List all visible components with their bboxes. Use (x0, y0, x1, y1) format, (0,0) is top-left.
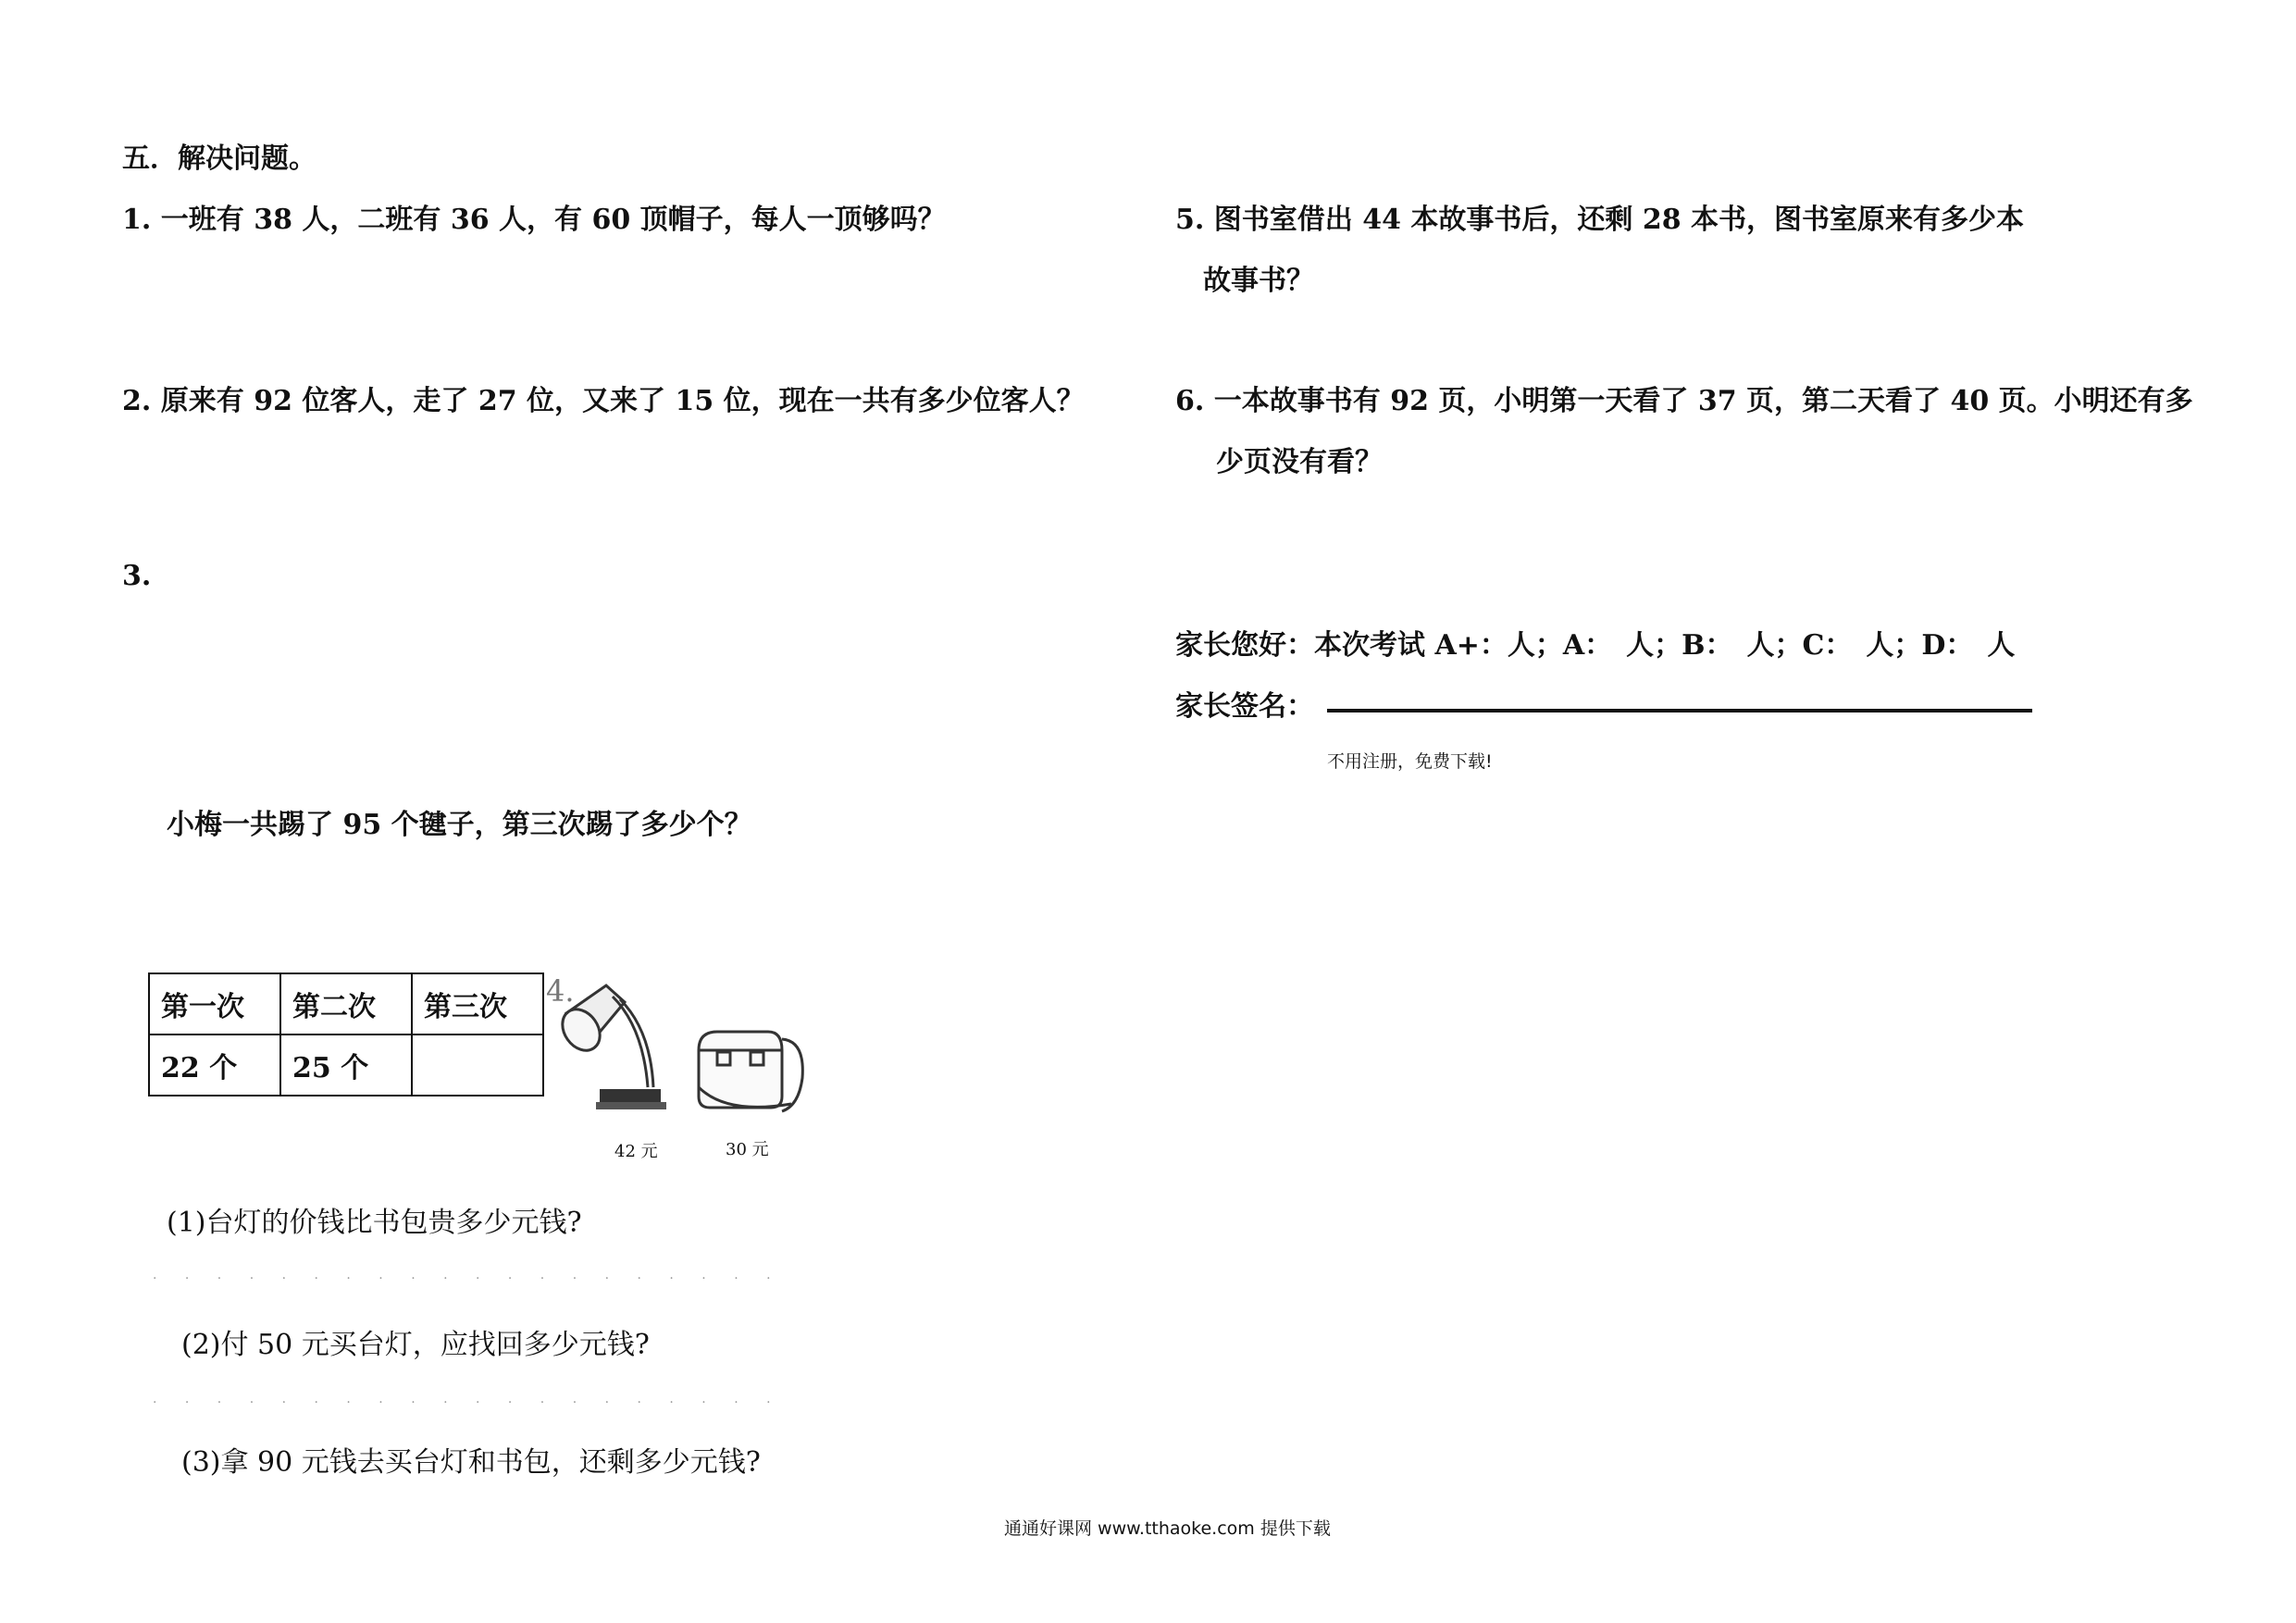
table-header-cell: 第一次 (149, 973, 280, 1035)
table-row (149, 1035, 543, 1096)
sub-question-2: (2)付 50 元买台灯，应找回多少元钱? (181, 1329, 650, 1361)
question-6-line-1: 6. 一本故事书有 92 页，小明第一天看了 37 页，第二天看了 40 页。小明还有多 (1175, 385, 2193, 417)
signature-label: 家长签名： (1175, 690, 1314, 723)
bag-price: 30 元 (726, 1140, 769, 1159)
table-header-row (149, 973, 543, 1035)
sub-question-1: (1)台灯的价钱比书包贵多少元钱? (167, 1207, 582, 1239)
question-5-line-2: 故事书？ (1203, 265, 1314, 297)
dotted-line: · · · · · · · · · · · · · · · · · · · · (153, 1271, 783, 1286)
kick-count-table (148, 973, 544, 1096)
question-3-number: 3. (122, 560, 152, 592)
question-6-line-2: 少页没有看？ (1216, 446, 1383, 478)
free-download-note: 不用注册，免费下载! (1327, 751, 1493, 772)
sub-question-3: (3)拿 90 元钱去买台灯和书包，还剩多少元钱? (181, 1446, 761, 1479)
table-cell: 22 个 (149, 1035, 280, 1096)
section-title: 五．解决问题。 (122, 142, 316, 175)
question-4-number: 4. (546, 973, 575, 1009)
footer-text: 通通好课网 www.tthaoke.com 提供下载 (1004, 1518, 1331, 1539)
question-5-line-1: 5. 图书室借出 44 本故事书后，还剩 28 本书，图书室原来有多少本 (1175, 204, 2025, 236)
table-header-cell: 第三次 (412, 973, 543, 1035)
dotted-line: · · · · · · · · · · · · · · · · · · · · (153, 1395, 783, 1410)
parents-score-line: 家长您好：本次考试 A+：人；A： 人；B： 人；C： 人；D： 人 (1175, 629, 2016, 662)
table-cell: 25 个 (280, 1035, 412, 1096)
table-cell (412, 1035, 543, 1096)
question-1: 1. 一班有 38 人，二班有 36 人，有 60 顶帽子，每人一顶够吗？ (122, 204, 946, 236)
table-header-cell: 第二次 (280, 973, 412, 1035)
schoolbag-icon (689, 1022, 810, 1124)
question-2: 2. 原来有 92 位客人，走了 27 位，又来了 15 位，现在一共有多少位客人？ (122, 385, 1085, 417)
lamp-price: 42 元 (614, 1142, 658, 1161)
question-3-text: 小梅一共踢了 95 个毽子，第三次踢了多少个？ (167, 809, 752, 841)
desk-lamp-icon (555, 976, 676, 1124)
signature-line[interactable] (1327, 709, 2032, 712)
